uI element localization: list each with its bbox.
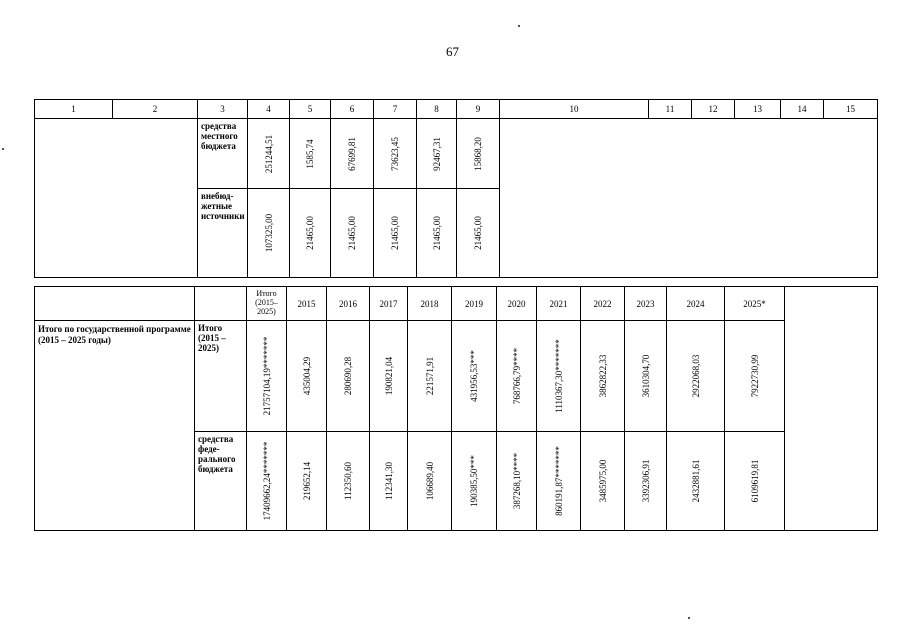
- value-cell: 3862822,33: [597, 354, 608, 398]
- value-cell: 3610304,70: [640, 354, 651, 398]
- scan-speck: [518, 25, 520, 27]
- empty-cell: [35, 119, 198, 278]
- column-number: 9: [457, 100, 500, 119]
- value-cell: 860191,87*******: [553, 446, 564, 516]
- value-cell: 73623,45: [390, 136, 400, 171]
- empty-cell: [195, 287, 247, 321]
- value-cell: 17409662,24*******: [261, 441, 272, 521]
- value-cell: 107325,00: [263, 213, 274, 253]
- value-cell: 6109619,81: [749, 459, 760, 503]
- column-number: 11: [649, 100, 692, 119]
- value-cell: 431956,53***: [469, 350, 479, 402]
- value-cell: 106689,40: [424, 461, 435, 501]
- column-number: 5: [290, 100, 331, 119]
- empty-cell: [500, 119, 878, 278]
- program-total-label: Итого по государственной программе (2015 – 2025 годы): [35, 321, 195, 531]
- row-label: средства феде-рального бюджета: [195, 432, 247, 531]
- empty-cell: [785, 287, 878, 531]
- year-header: 2023: [625, 287, 667, 321]
- column-number: 13: [735, 100, 781, 119]
- value-cell: 768766,79****: [511, 347, 522, 405]
- year-header: 2024: [667, 287, 725, 321]
- table-row: [35, 119, 878, 189]
- year-header-row: [35, 287, 878, 321]
- column-number: 10: [500, 100, 649, 119]
- scan-speck: [2, 148, 4, 150]
- value-cell: 190385,50***: [469, 455, 479, 507]
- column-number: 8: [417, 100, 457, 119]
- row-label: средства местного бюджета: [198, 119, 248, 189]
- value-cell: 1585,74: [305, 138, 315, 169]
- scan-speck: [688, 617, 690, 619]
- year-header: 2022: [581, 287, 625, 321]
- value-cell: 435004,29: [301, 356, 312, 396]
- value-cell: 3392306,91: [640, 459, 651, 503]
- year-header: 2016: [327, 287, 370, 321]
- value-cell: 21465,00: [390, 216, 400, 250]
- empty-cell: [35, 287, 195, 321]
- value-cell: 67699,81: [347, 136, 357, 171]
- column-number: 7: [374, 100, 417, 119]
- value-cell: 190821,04: [383, 356, 394, 396]
- column-number: 1: [35, 100, 113, 119]
- column-number: 15: [824, 100, 878, 119]
- value-cell: 387268,10****: [511, 452, 522, 510]
- year-header: 2019: [452, 287, 497, 321]
- value-cell: 7922730,99: [749, 354, 760, 398]
- value-cell: 2922068,03: [690, 354, 701, 398]
- top-table: [34, 99, 878, 278]
- column-number: 3: [198, 100, 248, 119]
- value-cell: 92467,31: [431, 136, 442, 171]
- column-number: 12: [692, 100, 735, 119]
- value-cell: 251244,51: [263, 134, 274, 173]
- value-cell: 21757104,19*******: [261, 336, 272, 416]
- value-cell: 1110367,30*******: [553, 339, 564, 413]
- value-cell: 21465,00: [347, 216, 357, 250]
- value-cell: 21465,00: [431, 216, 442, 250]
- value-cell: 21465,00: [305, 216, 315, 250]
- value-cell: 2432881,61: [690, 459, 701, 503]
- page-number: 67: [446, 44, 459, 59]
- column-number-row: [35, 100, 878, 119]
- year-header: 2025*: [725, 287, 785, 321]
- year-header: 2021: [537, 287, 581, 321]
- year-header: 2017: [370, 287, 408, 321]
- value-cell: 15868,20: [473, 136, 483, 171]
- year-header: 2020: [497, 287, 537, 321]
- year-header: 2018: [408, 287, 452, 321]
- bottom-table: [34, 286, 878, 531]
- table-row: [35, 321, 878, 432]
- column-number: 14: [781, 100, 824, 119]
- column-number: 4: [248, 100, 290, 119]
- column-number: 2: [113, 100, 198, 119]
- value-cell: 280690,28: [343, 356, 353, 396]
- column-number: 6: [331, 100, 374, 119]
- year-header: Итого (2015–2025): [247, 287, 287, 321]
- row-label: Итого (2015 – 2025): [195, 321, 247, 432]
- value-cell: 112350,60: [343, 462, 353, 500]
- value-cell: 21465,00: [473, 216, 483, 250]
- value-cell: 112341,30: [383, 462, 394, 500]
- value-cell: 219652,14: [301, 461, 312, 501]
- value-cell: 221571,91: [424, 356, 435, 396]
- year-header: 2015: [287, 287, 327, 321]
- row-label: внебюд-жетные источники: [198, 189, 248, 278]
- value-cell: 3485975,00: [597, 459, 608, 503]
